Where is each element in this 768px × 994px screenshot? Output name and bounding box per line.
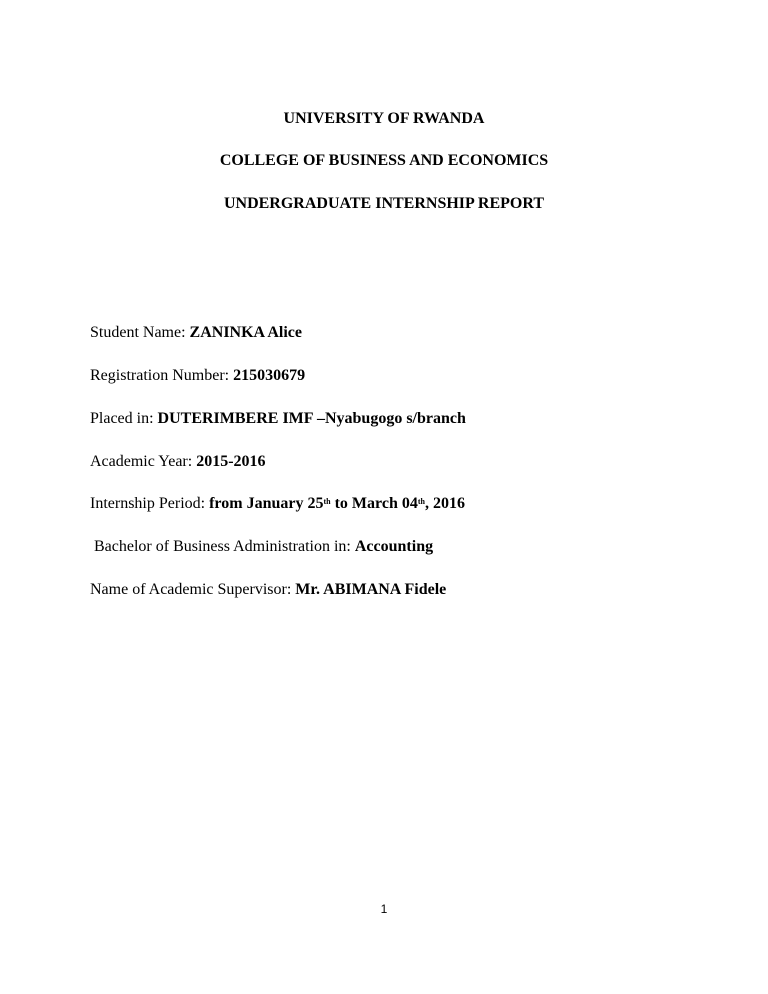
internship-period-end: to March 04 bbox=[330, 495, 418, 512]
internship-period-label: Internship Period: bbox=[90, 495, 210, 512]
student-name-line bbox=[90, 323, 302, 343]
report-title: UNDERGRADUATE INTERNSHIP REPORT bbox=[223, 195, 545, 212]
academic-year-label: Academic Year: bbox=[90, 453, 197, 470]
internship-period-start-suffix: th bbox=[323, 497, 331, 506]
registration-number-label: Registration Number: bbox=[90, 367, 234, 384]
supervisor-label: Name of Academic Supervisor: bbox=[90, 581, 296, 598]
registration-number-value: 215030679 bbox=[233, 367, 306, 384]
student-name-label: Student Name: bbox=[90, 324, 190, 341]
registration-number-line bbox=[90, 366, 305, 386]
supervisor-line bbox=[90, 580, 446, 600]
placement-label: Placed in: bbox=[90, 410, 158, 427]
university-title: UNIVERSITY OF RWANDA bbox=[283, 110, 485, 127]
degree-value: Accounting bbox=[354, 538, 434, 555]
student-name-value: ZANINKA Alice bbox=[189, 324, 302, 341]
internship-period-line bbox=[90, 494, 465, 514]
degree-label: Bachelor of Business Administration in: bbox=[94, 538, 355, 555]
placement-line bbox=[90, 409, 466, 429]
placement-value: DUTERIMBERE IMF –Nyabugogo s/branch bbox=[157, 410, 466, 427]
page-number: 1 bbox=[380, 902, 388, 916]
internship-period-start: from January 25 bbox=[209, 495, 324, 512]
academic-year-value: 2015-2016 bbox=[196, 453, 266, 470]
internship-period-end-suffix: th bbox=[417, 497, 425, 506]
internship-period-year: , 2016 bbox=[424, 495, 465, 512]
college-title: COLLEGE OF BUSINESS AND ECONOMICS bbox=[219, 152, 549, 169]
supervisor-value: Mr. ABIMANA Fidele bbox=[295, 581, 447, 598]
academic-year-line bbox=[90, 452, 266, 472]
degree-line bbox=[94, 537, 433, 557]
